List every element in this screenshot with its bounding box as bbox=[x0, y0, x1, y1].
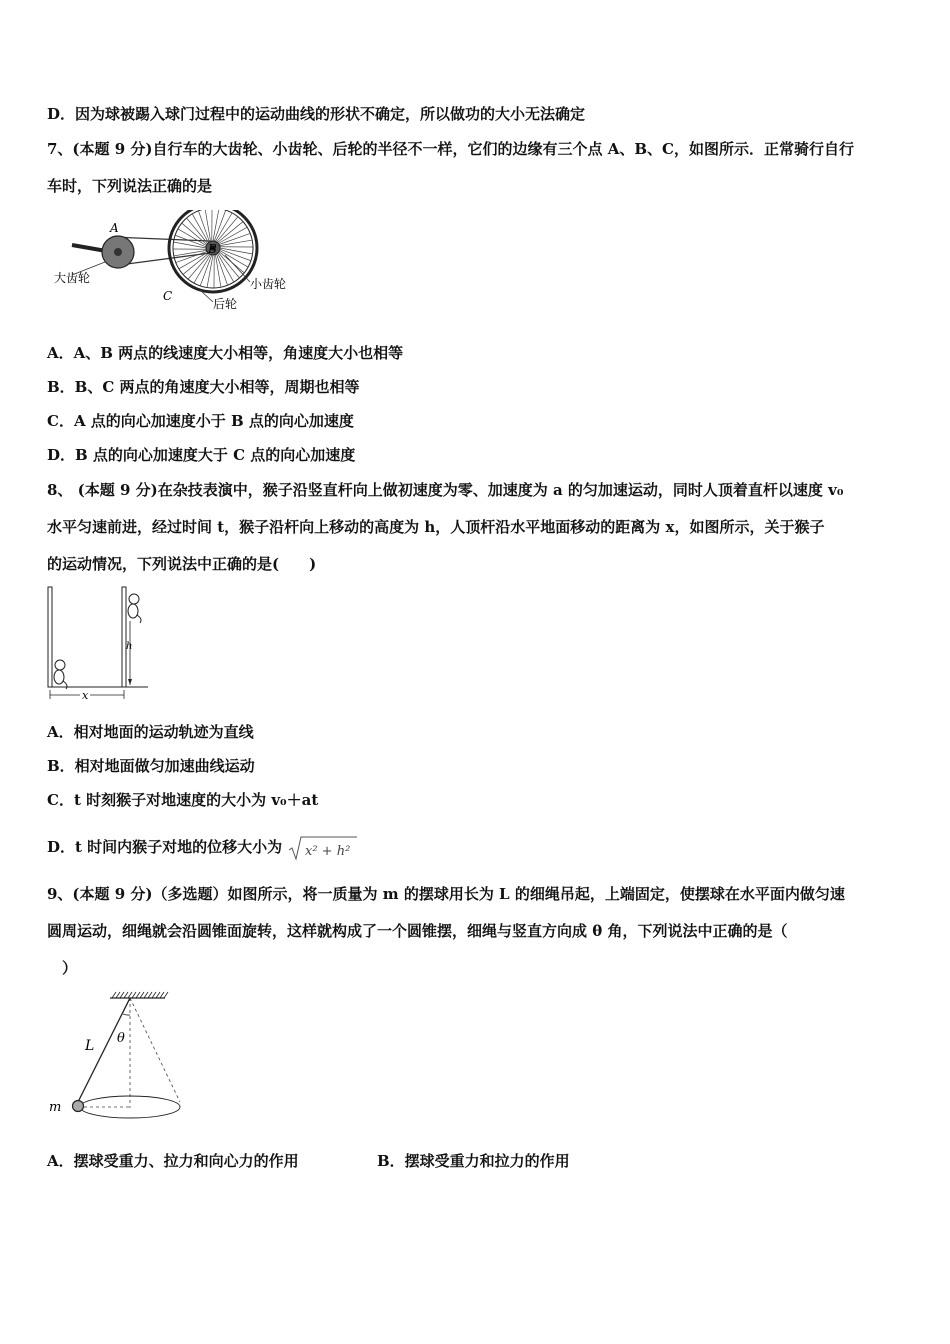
conical-pendulum-figure bbox=[45, 990, 195, 1120]
q6-option-d: D．因为球被踢入球门过程中的运动曲线的形状不确定，所以做功的大小无法确定 bbox=[47, 105, 586, 123]
sqrt-sign-icon bbox=[287, 834, 359, 862]
q8-option-b: B．相对地面做匀加速曲线运动 bbox=[47, 757, 255, 775]
q8-stem-line1: 8、 (本题 9 分)在杂技表演中，猴子沿竖直杆向上做初速度为零、加速度为 a 的匀加速运动，同时人顶着直杆以速度 v₀ bbox=[47, 481, 844, 499]
q8-stem-line3: 的运动情况，下列说法中正确的是( ) bbox=[47, 555, 317, 573]
sqrt-radicand: x² + h² bbox=[305, 844, 351, 859]
q7-option-a: A．A、B 两点的线速度大小相等，角速度大小也相等 bbox=[47, 344, 404, 362]
ceiling-hatch bbox=[152, 992, 156, 998]
q7-stem-line1: 7、(本题 9 分)自行车的大齿轮、小齿轮、后轮的半径不一样，它们的边缘有三个点 A、B、C，如图所示．正常骑行自行 bbox=[47, 140, 854, 158]
pole-end bbox=[122, 587, 126, 687]
pendulum-bob bbox=[73, 1101, 84, 1112]
label-theta: θ bbox=[117, 1031, 125, 1046]
q7-option-b: B．B、C 两点的角速度大小相等，周期也相等 bbox=[47, 378, 360, 396]
ceiling-hatch bbox=[140, 992, 144, 998]
wheel-spoke bbox=[218, 252, 239, 278]
label-rear-wheel: 后轮 bbox=[213, 297, 238, 311]
q7-stem-line2: 车时，下列说法正确的是 bbox=[47, 177, 213, 195]
ceiling-hatch bbox=[132, 992, 136, 998]
ceiling-hatch bbox=[164, 992, 168, 998]
q8-option-d bbox=[47, 834, 359, 862]
q9-stem-line3: ） bbox=[62, 959, 78, 977]
wheel-spoke bbox=[217, 222, 243, 243]
label-b: B bbox=[208, 242, 217, 256]
q7-option-c: C．A 点的向心加速度小于 B 点的向心加速度 bbox=[47, 412, 354, 430]
monkey-start-icon bbox=[54, 660, 67, 689]
monkey-pole-figure bbox=[40, 585, 160, 703]
pole-start bbox=[48, 587, 52, 687]
label-c: C bbox=[163, 289, 173, 303]
q9-stem-line1: 9、(本题 9 分)（多选题）如图所示，将一质量为 m 的摆球用长为 L 的细绳吊起，上端固定，使摆球在水平面内做匀速 bbox=[47, 885, 845, 903]
label-x: x bbox=[82, 689, 89, 702]
ceiling-hatch bbox=[128, 992, 132, 998]
ceiling-hatch bbox=[160, 992, 164, 998]
label-l: L bbox=[85, 1038, 95, 1054]
ceiling-hatch bbox=[116, 992, 120, 998]
monkey-end-icon bbox=[128, 594, 141, 623]
ceiling-hatch bbox=[120, 992, 124, 998]
q8-stem-line2: 水平匀速前进，经过时间 t，猴子沿杆向上移动的高度为 h，人顶杆沿水平地面移动的距离为 x，如图所示，关于猴子 bbox=[47, 518, 825, 536]
q9-option-a: A．摆球受重力、拉力和向心力的作用 bbox=[47, 1152, 299, 1170]
ceiling-hatch bbox=[136, 992, 140, 998]
label-m: m bbox=[49, 1100, 62, 1115]
q7-option-d: D．B 点的向心加速度大于 C 点的向心加速度 bbox=[47, 446, 356, 464]
label-a: A bbox=[110, 221, 119, 235]
q8-option-a: A．相对地面的运动轨迹为直线 bbox=[47, 723, 254, 741]
q9-option-b: B．摆球受重力和拉力的作用 bbox=[377, 1152, 570, 1170]
ceiling-hatch bbox=[144, 992, 148, 998]
ceiling-hatch bbox=[124, 992, 128, 998]
label-small-gear: 小齿轮 bbox=[250, 277, 287, 291]
ceiling-hatch bbox=[148, 992, 152, 998]
ceiling-hatch bbox=[156, 992, 160, 998]
label-big-gear: 大齿轮 bbox=[54, 271, 91, 285]
q8-option-c: C．t 时刻猴子对地速度的大小为 v₀＋at bbox=[47, 791, 319, 809]
big-gear-hub bbox=[114, 248, 122, 256]
sqrt-formula bbox=[287, 834, 359, 862]
ceiling-hatch bbox=[112, 992, 116, 998]
q9-stem-line2: 圆周运动，细绳就会沿圆锥面旋转，这样就构成了一个圆锥摆，细绳与竖直方向成 θ 角，下列说法中正确的是（ bbox=[47, 922, 788, 940]
q8-option-d-text: D．t 时间内猴子对地的位移大小为 bbox=[47, 838, 283, 856]
bicycle-gear-figure bbox=[50, 210, 300, 315]
label-h: h bbox=[126, 641, 133, 652]
